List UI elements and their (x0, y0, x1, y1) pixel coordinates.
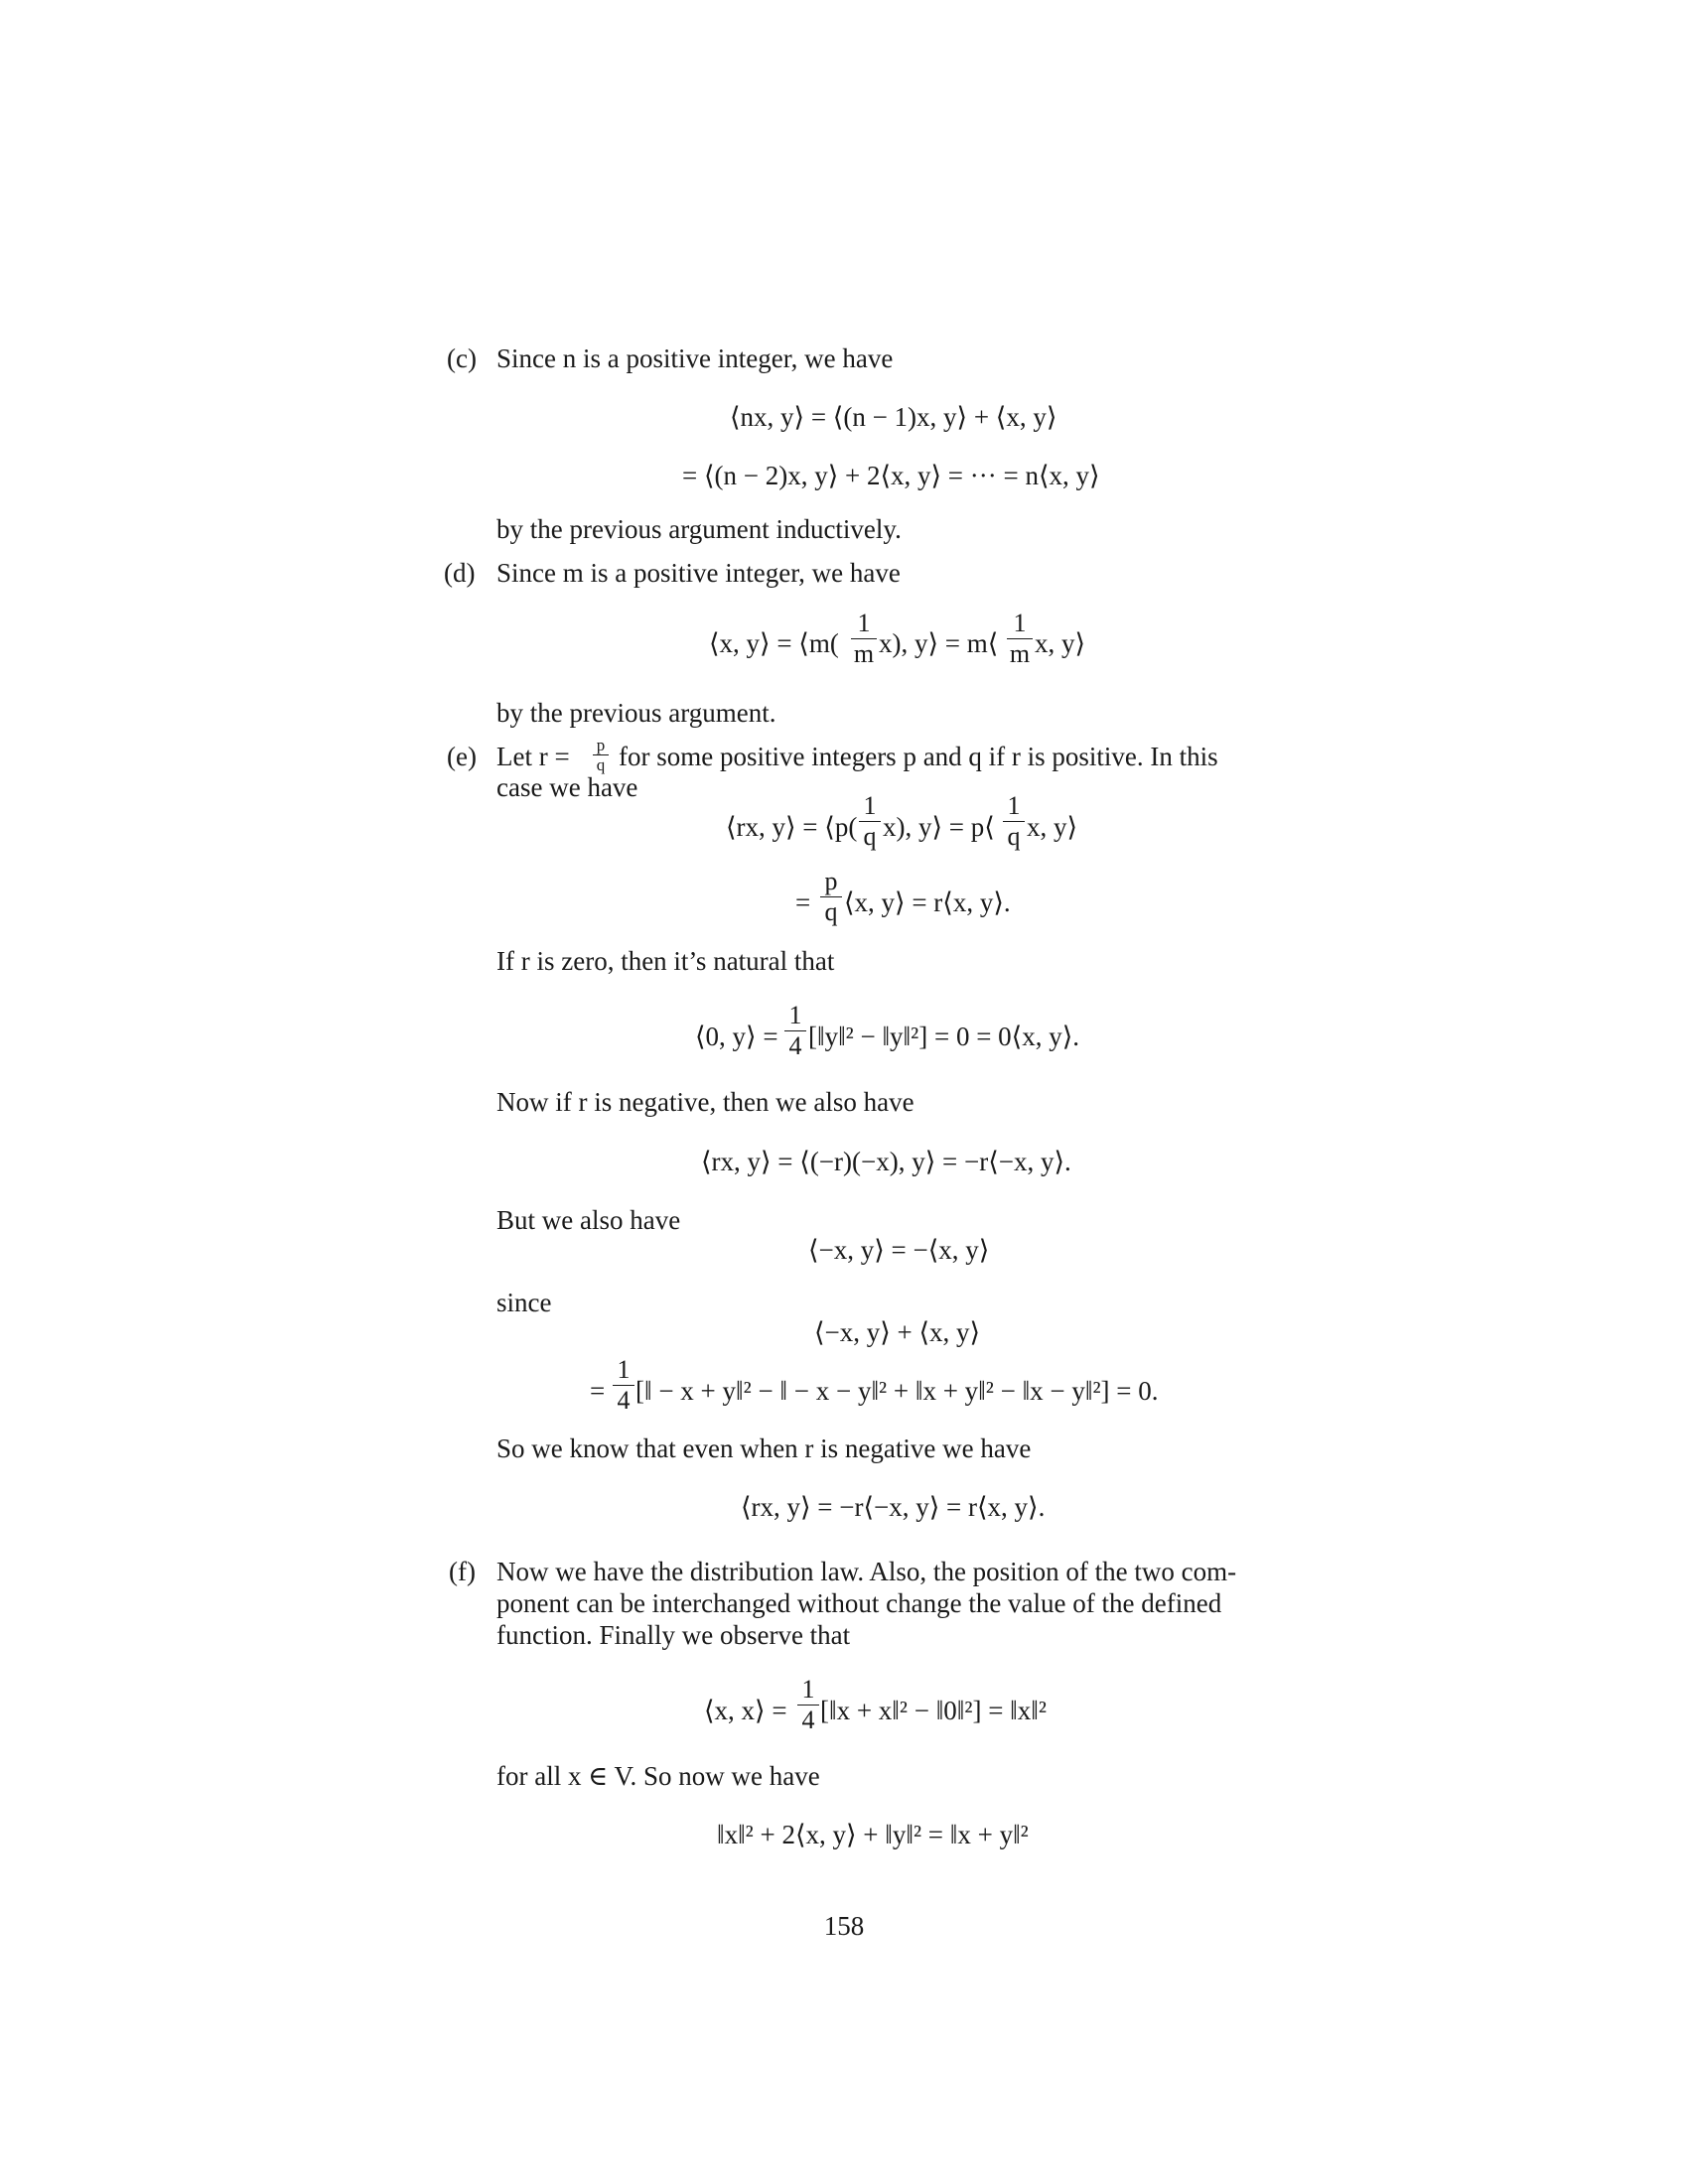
item-c-equation-2: = ⟨(n − 2)x, y⟩ + 2⟨x, y⟩ = ··· = n⟨x, y⟩ (682, 461, 1100, 490)
item-f-line2: ponent can be interchanged without change the value of the defined (496, 1588, 1222, 1618)
fraction-denominator: q (824, 897, 838, 926)
item-d-fraction-1 (851, 610, 877, 668)
item-e-inline-fraction (593, 737, 609, 773)
item-e-fraction-1 (859, 792, 881, 851)
item-e-since-text: since (496, 1288, 552, 1317)
item-e-eq1-left: ⟨rx, y⟩ = ⟨p( (726, 812, 858, 842)
item-e-but-text: But we also have (496, 1205, 681, 1235)
item-e-know-text: So we know that even when r is negative we have (496, 1433, 1032, 1463)
fraction-numerator: 1 (863, 791, 877, 820)
item-f-line3: function. Finally we observe that (496, 1620, 851, 1650)
item-d-eq-right: x, y⟩ (1035, 628, 1086, 658)
item-e-eq1-mid: x), y⟩ = p⟨ (883, 812, 995, 842)
fraction-numerator: 1 (1013, 609, 1027, 637)
item-label-e: (e) (447, 742, 477, 771)
item-e-negative-text: Now if r is negative, then we also have (496, 1087, 914, 1117)
fraction-denominator: 4 (788, 1031, 802, 1060)
fraction-numerator: 1 (617, 1355, 631, 1384)
fraction-denominator: q (1007, 822, 1021, 851)
item-label-f: (f) (449, 1557, 476, 1586)
item-e-but-eq: ⟨−x, y⟩ = −⟨x, y⟩ (808, 1235, 990, 1265)
item-e-eq2-right: ⟨x, y⟩ = r⟨x, y⟩. (844, 887, 1011, 917)
item-d-fraction-2 (1007, 610, 1033, 668)
fraction-numerator: p (824, 867, 838, 895)
fraction-denominator: 4 (617, 1386, 631, 1415)
item-e-eq2-left: = (795, 887, 811, 917)
item-f-eq2: ‖x‖² + 2⟨x, y⟩ + ‖y‖² = ‖x + y‖² (717, 1820, 1029, 1849)
fraction-denominator: m (1009, 639, 1031, 668)
page-number: 158 (823, 1911, 865, 1941)
item-e-zero-fraction (784, 1002, 806, 1060)
item-d-eq-left: ⟨x, y⟩ = ⟨m( (709, 628, 839, 658)
fraction-denominator: 4 (801, 1706, 815, 1734)
item-c-equation-1: ⟨nx, y⟩ = ⟨(n − 1)x, y⟩ + ⟨x, y⟩ (730, 402, 1057, 432)
item-f-fraction (797, 1676, 819, 1734)
item-c-intro: Since n is a positive integer, we have (496, 343, 894, 373)
item-d-intro: Since m is a positive integer, we have (496, 558, 901, 588)
item-e-fraction-3 (820, 868, 842, 926)
fraction-denominator: q (863, 822, 877, 851)
fraction-numerator: 1 (1007, 791, 1021, 820)
item-label-d: (d) (444, 558, 476, 588)
item-e-zero-eq-right: [‖y‖² − ‖y‖²] = 0 = 0⟨x, y⟩. (808, 1022, 1079, 1051)
item-e-since-eq1: ⟨−x, y⟩ + ⟨x, y⟩ (814, 1317, 981, 1347)
fraction-numerator: p (596, 736, 606, 754)
fraction-numerator: 1 (788, 1001, 802, 1029)
fraction-denominator: m (853, 639, 875, 668)
item-f-forall-text: for all x ∈ V. So now we have (496, 1761, 820, 1791)
item-e-since-fraction (613, 1356, 634, 1415)
item-f-eq1-left: ⟨x, x⟩ = (704, 1696, 787, 1725)
item-f-line1: Now we have the distribution law. Also, the position of the two com- (496, 1557, 1237, 1586)
item-e-since-eq2-left: = (590, 1376, 606, 1406)
item-e-zero-eq-left: ⟨0, y⟩ = (695, 1022, 778, 1051)
fraction-denominator: q (596, 755, 606, 774)
item-e-know-eq: ⟨rx, y⟩ = −r⟨−x, y⟩ = r⟨x, y⟩. (741, 1492, 1046, 1522)
item-e-eq1-right: x, y⟩ (1027, 812, 1078, 842)
item-e-since-eq2-right: [‖ − x + y‖² − ‖ − x − y‖² + ‖x + y‖² − ‖x − y‖²] = 0. (635, 1376, 1159, 1406)
item-c-outro: by the previous argument inductively. (496, 514, 902, 544)
item-f-eq1-right: [‖x + x‖² − ‖0‖²] = ‖x‖² (820, 1696, 1047, 1725)
item-e-fraction-2 (1003, 792, 1025, 851)
item-d-outro: by the previous argument. (496, 698, 776, 728)
item-d-eq-mid: x), y⟩ = m⟨ (879, 628, 999, 658)
item-e-negative-eq: ⟨rx, y⟩ = ⟨(−r)(−x), y⟩ = −r⟨−x, y⟩. (701, 1147, 1071, 1176)
item-e-line1-a: Let r = (496, 742, 570, 771)
item-e-line2: case we have (496, 772, 638, 802)
item-e-line1-b: for some positive integers p and q if r is positive. In this (619, 742, 1218, 771)
fraction-numerator: 1 (801, 1675, 815, 1704)
item-e-zero-text: If r is zero, then it’s natural that (496, 946, 835, 976)
fraction-numerator: 1 (857, 609, 871, 637)
item-label-c: (c) (447, 343, 477, 373)
